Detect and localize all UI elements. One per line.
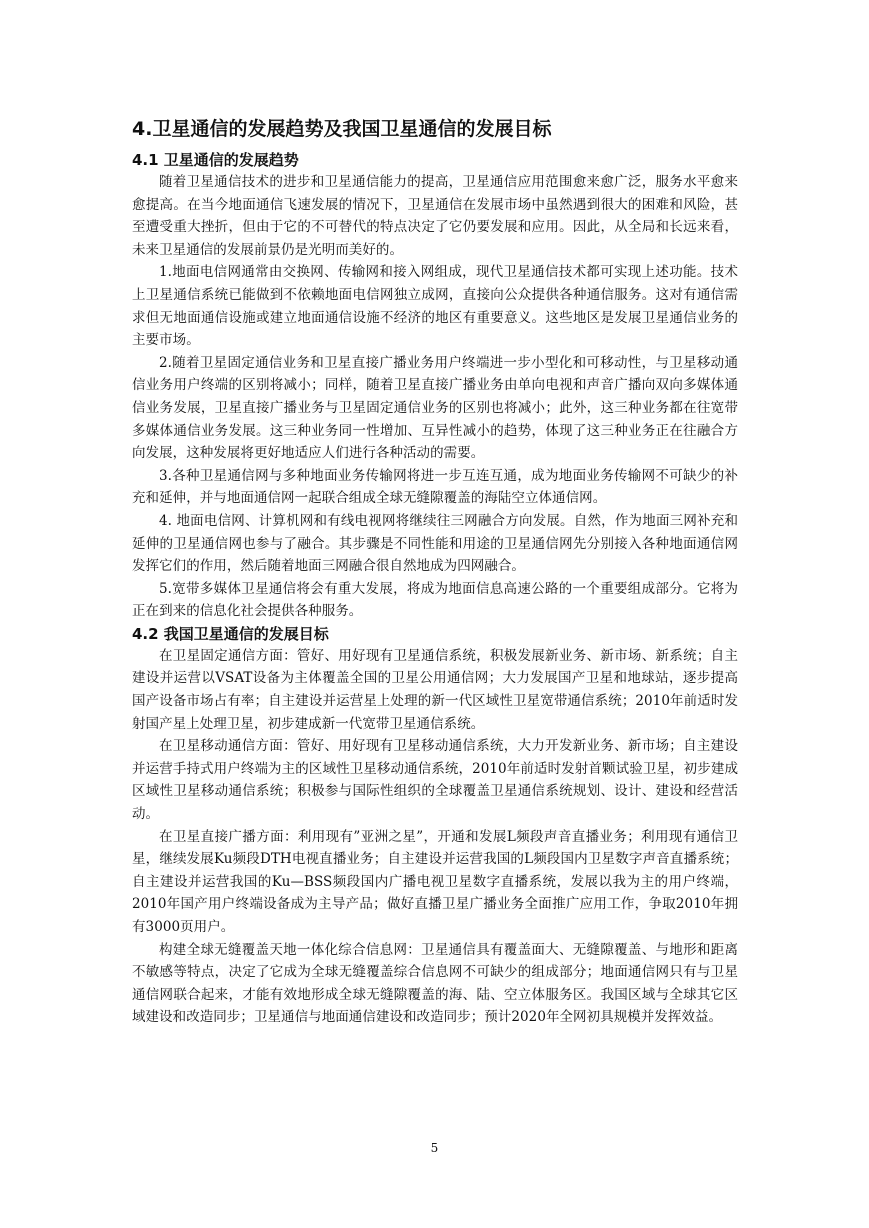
paragraph: 在卫星固定通信方面：管好、用好现有卫星通信系统，积极发展新业务、新市场、新系统；自主建设并运营以VSAT设备为主体覆盖全国的卫星公用通信网；大力发展国产卫星和地球站，逐步提高国产设备市场占有率；自主建设并运营星上处理的新一代区域性卫星宽带通信系统；2010年前适时发射国产星上处理卫星，初步建成新一代宽带卫星通信系统。: [132, 647, 738, 732]
paragraph: 随着卫星通信技术的进步和卫星通信能力的提高，卫星通信应用范围愈来愈广泛，服务水平愈来愈提高。在当今地面通信飞速发展的情况下，卫星通信在发展市场中虽然遇到很大的困难和风险，甚至遭受重大挫折，但由于它的不可替代的特点决定了它仍要发展和应用。因此，从全局和长远来看，未来卫星通信的发展前景仍是光明而美好的。: [132, 174, 738, 258]
paragraph: 构建全球无缝覆盖天地一体化综合信息网：卫星通信具有覆盖面大、无缝隙覆盖、与地形和距离不敏感等特点，决定了它成为全球无缝覆盖综合信息网不可缺少的组成部分；地面通信网只有与卫星通信网联合起来，才能有效地形成全球无缝隙覆盖的海、陆、空立体服务区。我国区域与全球其它区域建设和改造同步；卫星通信与地面通信建设和改造同步；预计2020年全网初具规模并发挥效益。: [132, 941, 738, 1026]
paragraph: 在卫星移动通信方面：管好、用好现有卫星移动通信系统，大力开发新业务、新市场；自主建设并运营手持式用户终端为主的区域性卫星移动通信系统，2010年前适时发射首颗试验卫星，初步建成区域性卫星移动通信系统；积极参与国际性组织的全球覆盖卫星通信系统规划、设计、建设和经营活动。: [132, 738, 738, 823]
section-heading-4-1: 4.1 卫星通信的发展趋势: [132, 151, 299, 169]
paragraph: 在卫星直接广播方面：利用现有”亚洲之星”，开通和发展L频段声音直播业务；利用现有通信卫星，继续发展Ku频段DTH电视直播业务；自主建设并运营我国的L频段国内卫星数字声音直播系统；自主建设并运营我国的Ku—BSS频段国内广播电视卫星数字直播系统，发展以我为主的用户终端，2010年国产用户终端设备成为主导产品；做好直播卫星广播业务全面推广应用工作，争取2010年拥有3000页用户。: [132, 828, 738, 935]
paragraph: 1.地面电信网通常由交换网、传输网和接入网组成，现代卫星通信技术都可实现上述功能。技术上卫星通信系统已能做到不依赖地面电信网独立成网，直接向公众提供各种通信服务。这对有通信需求但无地面通信设施或建立地面通信设施不经济的地区有重要意义。这些地区是发展卫星通信业务的主要市场。: [132, 264, 738, 349]
section-heading-4-2: 4.2 我国卫星通信的发展目标: [132, 624, 329, 643]
paragraph: 2.随着卫星固定通信业务和卫星直接广播业务用户终端进一步小型化和可移动性，与卫星移动通信业务用户终端的区别将减小；同样，随着卫星直接广播业务由单向电视和声音广播向双向多媒体通信业务发展，卫星直接广播业务与卫星固定通信业务的区别也将减小；此外，这三种业务都在往宽带多媒体通信业务发展。这三种业务同一性增加、互异性减小的趋势，体现了这三种业务正在往融合方向发展，这种发展将更好地适应人们进行各种活动的需要。: [132, 354, 738, 462]
chapter-title: 4.卫星通信的发展趋势及我国卫星通信的发展目标: [132, 118, 552, 140]
page-number: 5: [430, 1141, 439, 1155]
paragraph: 4. 地面电信网、计算机网和有线电视网将继续往三网融合方向发展。自然，作为地面三网补充和延伸的卫星通信网也参与了融合。其步骤是不同性能和用途的卫星通信网先分别接入各种地面通信网发挥它们的作用，然后随着地面三网融合很自然地成为四网融合。: [132, 512, 738, 575]
paragraph: 3.各种卫星通信网与多种地面业务传输网将进一步互连互通，成为地面业务传输网不可缺少的补充和延伸，并与地面通信网一起联合组成全球无缝隙覆盖的海陆空立体通信网。: [132, 467, 738, 507]
document-body: [132, 116, 738, 1029]
paragraph: 5.宽带多媒体卫星通信将会有重大发展，将成为地面信息高速公路的一个重要组成部分。它将为正在到来的信息化社会提供各种服务。: [132, 580, 738, 620]
